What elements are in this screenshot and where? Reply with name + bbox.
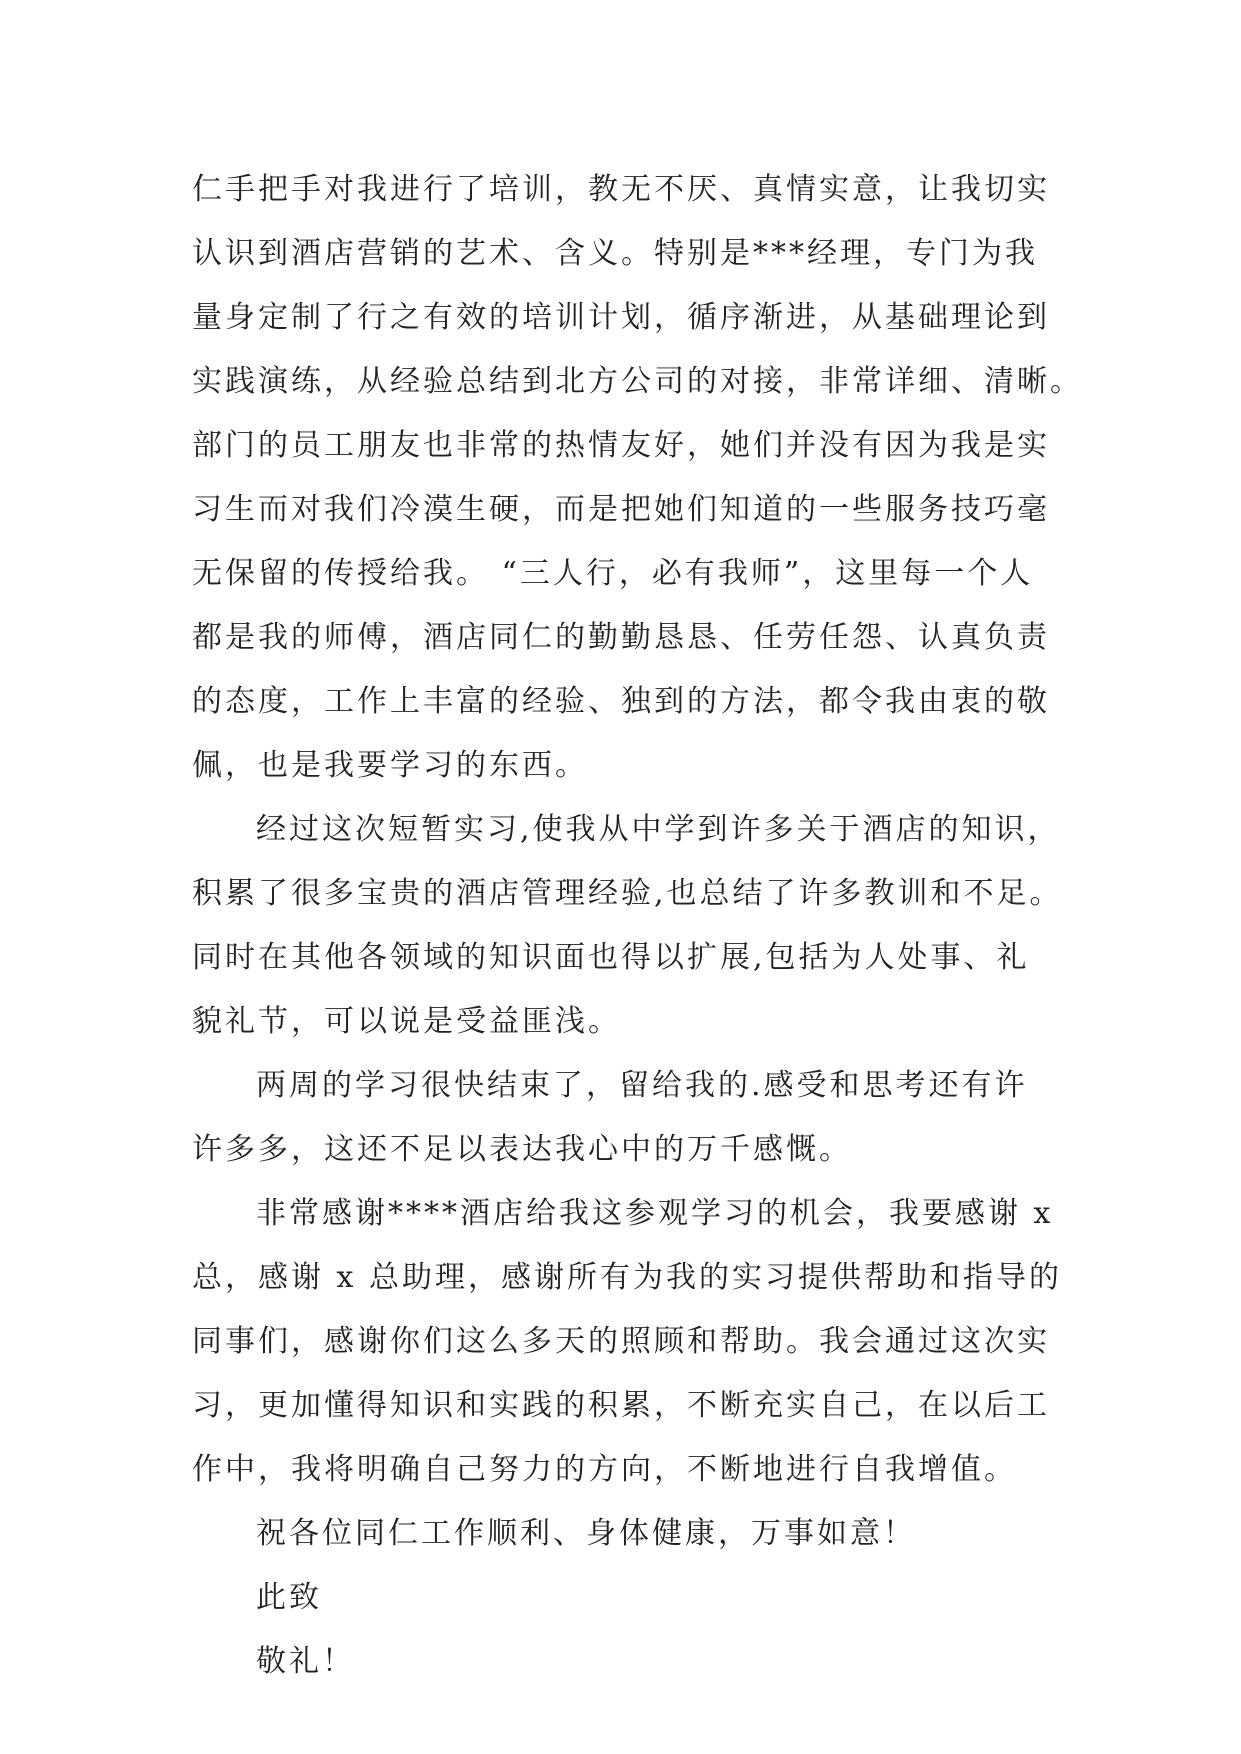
paragraph-2-line-4: 貌礼节，可以说是受益匪浅。 xyxy=(192,1004,621,1039)
body-line-4: 实践演练，从经验总结到北方公司的对接，非常详细、清晰。 xyxy=(192,364,1083,399)
body-line-8: 都是我的师傅，酒店同仁的勤勤恳恳、任劳任怨、认真负责 xyxy=(192,620,1050,655)
paragraph-4-line-5: 作中，我将明确自己努力的方向，不断地进行自我增值。 xyxy=(192,1452,1017,1487)
paragraph-4-line-1: 非常感谢****酒店给我这参观学习的机会，我要感谢 x xyxy=(256,1196,1054,1231)
paragraph-2-line-3: 同时在其他各领域的知识面也得以扩展,包括为人处事、礼 xyxy=(192,940,1030,975)
paragraph-3-line-2: 许多多，这还不足以表达我心中的万千感慨。 xyxy=(192,1132,852,1167)
body-line-2: 认识到酒店营销的艺术、含义。特别是***经理，专门为我 xyxy=(192,236,1038,271)
paragraph-3-line-1: 两周的学习很快结束了，留给我的.感受和思考还有许 xyxy=(256,1068,1028,1103)
body-line-9: 的态度，工作上丰富的经验、独到的方法，都令我由衷的敬 xyxy=(192,684,1050,719)
body-line-7: 无保留的传授给我。 “三人行，必有我师”，这里每一个人 xyxy=(192,556,1034,591)
body-line-3: 量身定制了行之有效的培训计划，循序渐进，从基础理论到 xyxy=(192,300,1050,335)
body-line-10: 佩，也是我要学习的东西。 xyxy=(192,748,588,783)
paragraph-4-line-4: 习，更加懂得知识和实践的积累，不断充实自己，在以后工 xyxy=(192,1388,1050,1423)
paragraph-2-line-1: 经过这次短暂实习,使我从中学到许多关于酒店的知识， xyxy=(256,812,1061,847)
closing-cizhi: 此致 xyxy=(256,1580,322,1615)
body-line-1: 仁手把手对我进行了培训，教无不厌、真情实意，让我切实 xyxy=(192,172,1050,207)
body-line-6: 习生而对我们冷漠生硬，而是把她们知道的一些服务技巧毫 xyxy=(192,492,1050,527)
closing-wishes: 祝各位同仁工作顺利、身体健康，万事如意！ xyxy=(256,1516,916,1551)
body-line-5: 部门的员工朋友也非常的热情友好，她们并没有因为我是实 xyxy=(192,428,1050,463)
paragraph-4-line-3: 同事们，感谢你们这么多天的照顾和帮助。我会通过这次实 xyxy=(192,1324,1050,1359)
closing-jingli: 敬礼！ xyxy=(256,1644,355,1679)
paragraph-4-line-2: 总，感谢 x 总助理，感谢所有为我的实习提供帮助和指导的 xyxy=(192,1260,1062,1295)
paragraph-2-line-2: 积累了很多宝贵的酒店管理经验,也总结了许多教训和不足。 xyxy=(192,876,1063,911)
letter-body xyxy=(192,158,1092,1694)
